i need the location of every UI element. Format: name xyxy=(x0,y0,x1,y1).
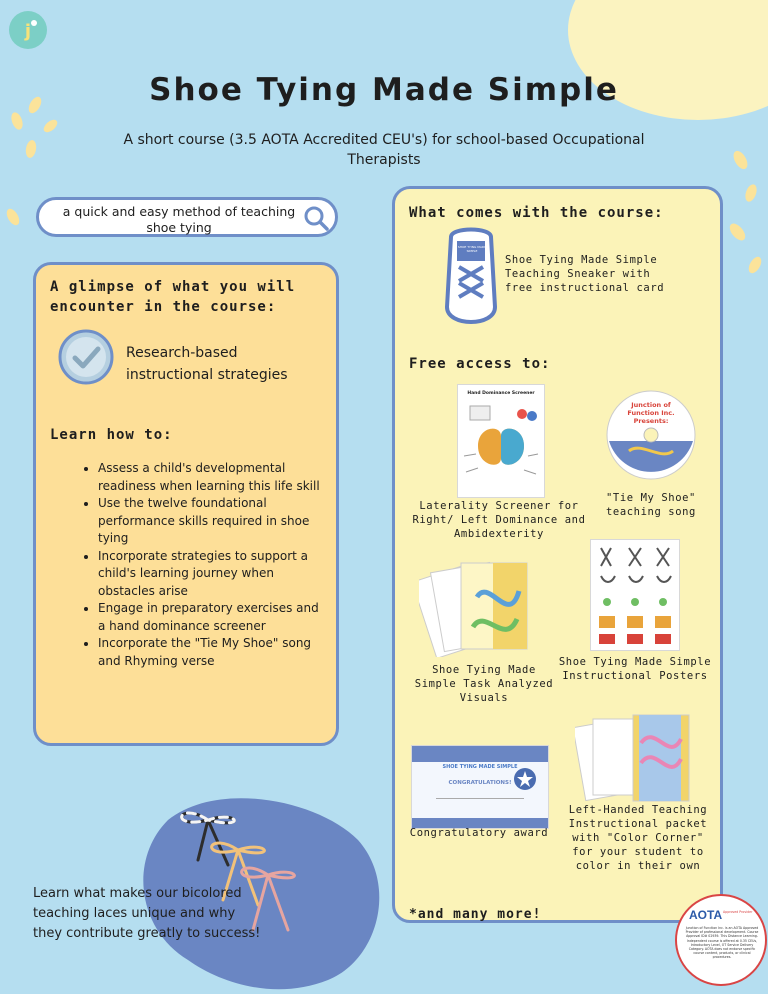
leaf-decoration xyxy=(731,149,751,172)
left-handed-packet-image xyxy=(575,713,695,805)
posters-caption: Shoe Tying Made Simple Instructional Posters xyxy=(558,656,712,682)
screener-caption: Laterality Screener for Right/ Left Dominance and Ambidexterity xyxy=(412,500,586,540)
leaf-decoration xyxy=(41,117,59,134)
page-title: Shoe Tying Made Simple xyxy=(149,72,619,108)
logo-icon xyxy=(9,11,47,49)
check-text: Research-based instructional strategies xyxy=(126,345,288,383)
brain-icon xyxy=(458,396,544,488)
list-item: • Assess a child's developmental readiness when learning this life skill xyxy=(98,460,328,495)
award-title: SHOE TYING MADE SIMPLE xyxy=(442,764,518,770)
award-line xyxy=(436,798,524,799)
aota-provider: Approved Provider xyxy=(723,910,753,914)
cd-text: Junction of Function Inc. Presents: xyxy=(627,401,675,425)
posters-image xyxy=(590,539,680,651)
visuals-caption: Shoe Tying Made Simple Task Analyzed Visuals xyxy=(414,664,554,704)
leaf-decoration xyxy=(743,183,759,203)
song-caption: "Tie My Shoe" teaching song xyxy=(606,492,696,518)
list-item: • Incorporate strategies to support a child's learning journey when obstacles arise xyxy=(98,548,328,601)
leaf-decoration xyxy=(25,139,38,158)
star-badge-icon xyxy=(512,766,538,792)
aota-text: Junction of Function Inc. is an AOTA Approved Provider of professional development. Course Approval ID# 02939. This Distance Learning-Independent course is offered at 0.35 CEUs, Introductory Level, OT Service Delivery Category. AOTA does not endorse specific course content, products, or clinical procedures. xyxy=(685,926,759,960)
search-text: a quick and easy method of teaching shoe tying xyxy=(62,204,296,235)
sneaker-caption: Shoe Tying Made Simple Teaching Sneaker with free instructional card xyxy=(505,254,665,294)
leaf-decoration xyxy=(4,207,22,228)
sneaker-label: SHOE TYING MADE SIMPLE xyxy=(457,245,487,253)
course-glimpse-panel xyxy=(33,262,339,746)
learn-heading: Learn how to: xyxy=(50,427,173,443)
aota-brand: AOTA xyxy=(689,908,723,922)
glimpse-heading: A glimpse of what you will encounter in the course: xyxy=(50,279,296,315)
sneaker-image xyxy=(439,227,503,331)
leaf-decoration xyxy=(727,221,748,243)
free-access-heading: Free access to: xyxy=(409,356,551,372)
search-bar xyxy=(36,197,338,237)
screener-image xyxy=(457,384,545,498)
award-banner xyxy=(412,746,548,762)
many-more-text: *and many more! xyxy=(409,907,542,922)
award-image xyxy=(411,745,549,829)
course-contents-panel xyxy=(392,186,723,923)
list-item: • Engage in preparatory exercises and a hand dominance screener xyxy=(98,600,328,635)
checkmark-icon xyxy=(58,329,114,385)
svg-text:j: j xyxy=(24,21,32,42)
visuals-image xyxy=(419,557,549,657)
list-item: • Incorporate the "Tie My Shoe" song and Rhyming verse xyxy=(98,635,328,670)
page-subtitle: A short course (3.5 AOTA Accredited CEU's) for school-based Occupational Therapists xyxy=(123,132,645,168)
award-caption: Congratulatory award xyxy=(409,827,549,839)
aota-badge xyxy=(675,894,767,986)
leaf-decoration xyxy=(9,111,25,131)
laces-text: Learn what makes our bicolored teaching laces unique and why they contribute greatly to success! xyxy=(33,886,261,941)
list-item: • Use the twelve foundational performance skills required in shoe tying xyxy=(98,495,328,548)
contents-heading: What comes with the course: xyxy=(409,205,664,221)
left-handed-caption: Left-Handed Teaching Instructional packet with "Color Corner" for your student to color in their own xyxy=(568,804,708,872)
poster-grid-icon xyxy=(591,540,679,650)
learn-list xyxy=(78,460,328,670)
award-text: CONGRATULATIONS! xyxy=(448,780,512,786)
screener-title: Hand Dominance Screener xyxy=(467,391,535,396)
search-icon xyxy=(303,205,329,231)
leaf-decoration xyxy=(746,255,764,276)
